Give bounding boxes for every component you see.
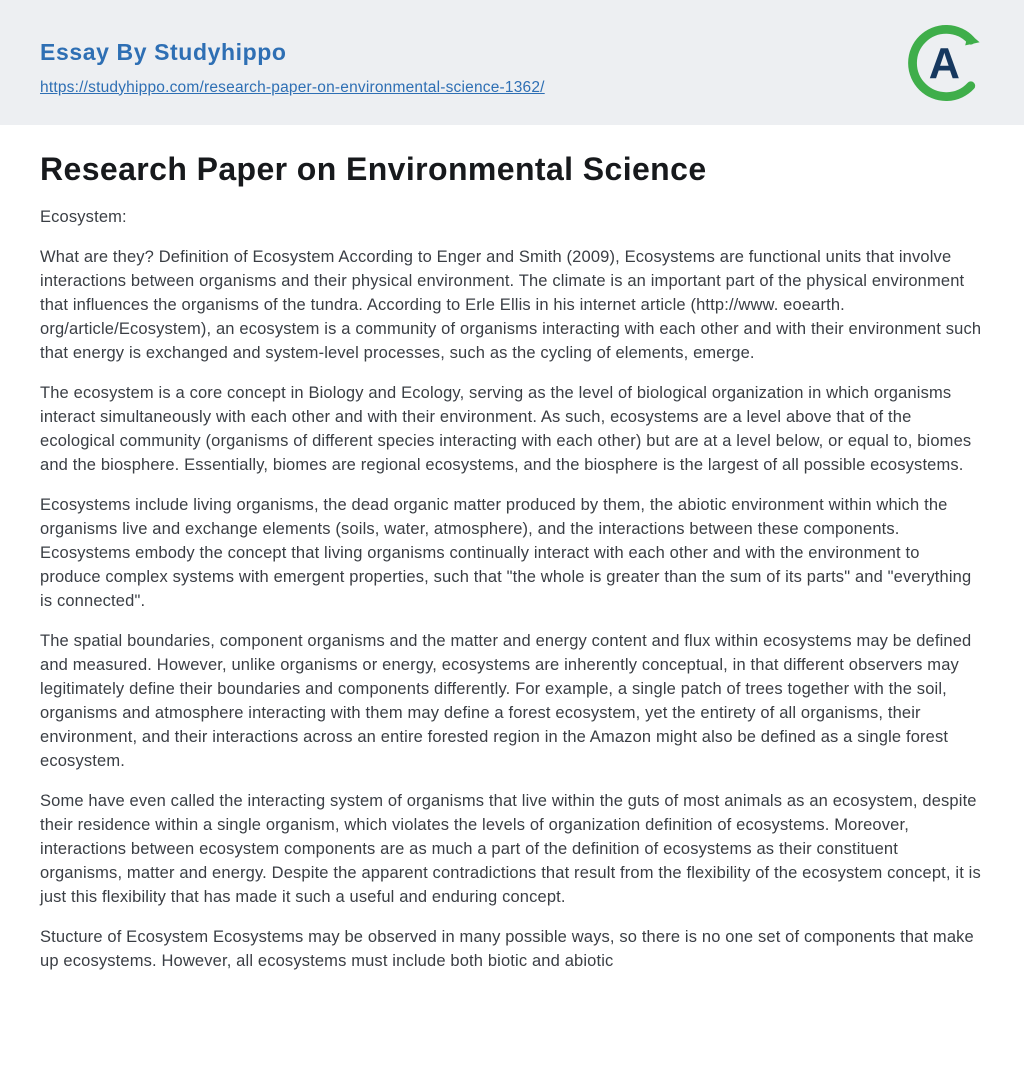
header-text-block	[40, 29, 545, 97]
article-paragraph-2: What are they? Definition of Ecosystem According to Enger and Smith (2009), Ecosystems are functional units that involve interactions between organisms and their physical environment. The climate is an important part of the physical environment that influences the organisms of the tundra. According to Erle Ellis in his internet article (http://www. eoearth. org/article/Ecosystem), an ecosystem is a community of organisms interacting with each other and with their environment such that energy is exchanged and system-level processes, such as the cycling of elements, emerge.	[40, 248, 982, 362]
logo-ring-icon	[906, 23, 986, 103]
article-paragraph-3: The ecosystem is a core concept in Biology and Ecology, serving as the level of biological organization in which organisms interact simultaneously with each other and with their environment. As such, ecosystems are a level above that of the ecological community (organisms of different species interacting with each other) but are at a level below, or equal to, biomes and the biosphere. Essentially, biomes are regional ecosystems, and the biosphere is the largest of all possible ecosystems.	[40, 384, 972, 474]
site-header	[0, 0, 1024, 125]
article-paragraph-5: The spatial boundaries, component organisms and the matter and energy content and flux within ecosystems may be defined and measured. However, unlike organisms or energy, ecosystems are inherently conceptual, in that different observers may legitimately define their boundaries and components differently. For example, a single patch of trees together with the soil, organisms and atmosphere interacting with them may define a forest ecosystem, yet the entirety of all organisms, their environment, and their interactions across an entire forested region in the Amazon might also be defined as a single forest ecosystem.	[40, 632, 972, 770]
source-url-link[interactable]: https://studyhippo.com/research-paper-on-environmental-science-1362/	[40, 78, 545, 96]
article-title: Research Paper on Environmental Science	[40, 151, 707, 187]
article-paragraph-1: Ecosystem:	[40, 208, 127, 226]
article	[0, 125, 1024, 973]
site-title: Essay By Studyhippo	[40, 38, 287, 65]
article-paragraph-7: Stucture of Ecosystem Ecosystems may be observed in many possible ways, so there is no one set of components that make up ecosystems. However, all ecosystems must include both biotic and abiotic	[40, 928, 974, 970]
article-paragraph-4: Ecosystems include living organisms, the dead organic matter produced by them, the abiotic environment within which the organisms live and exchange elements (soils, water, atmosphere), and the interactions between these components. Ecosystems embody the concept that living organisms continually interact with each other and with the environment to produce complex systems with emergent properties, such that "the whole is greater than the sum of its parts" and "everything is connected".	[40, 496, 972, 610]
studyhippo-logo	[906, 23, 986, 103]
article-paragraph-6: Some have even called the interacting system of organisms that live within the guts of most animals as an ecosystem, despite their residence within a single organism, which violates the levels of organization definition of ecosystems. Moreover, interactions between ecosystem components are as much a part of the definition of ecosystems as their constituent organisms, matter and energy. Despite the apparent contradictions that result from the flexibility of the ecosystem concept, it is just this flexibility that has made it such a useful and enduring concept.	[40, 792, 981, 906]
logo-letter: A	[928, 39, 961, 88]
